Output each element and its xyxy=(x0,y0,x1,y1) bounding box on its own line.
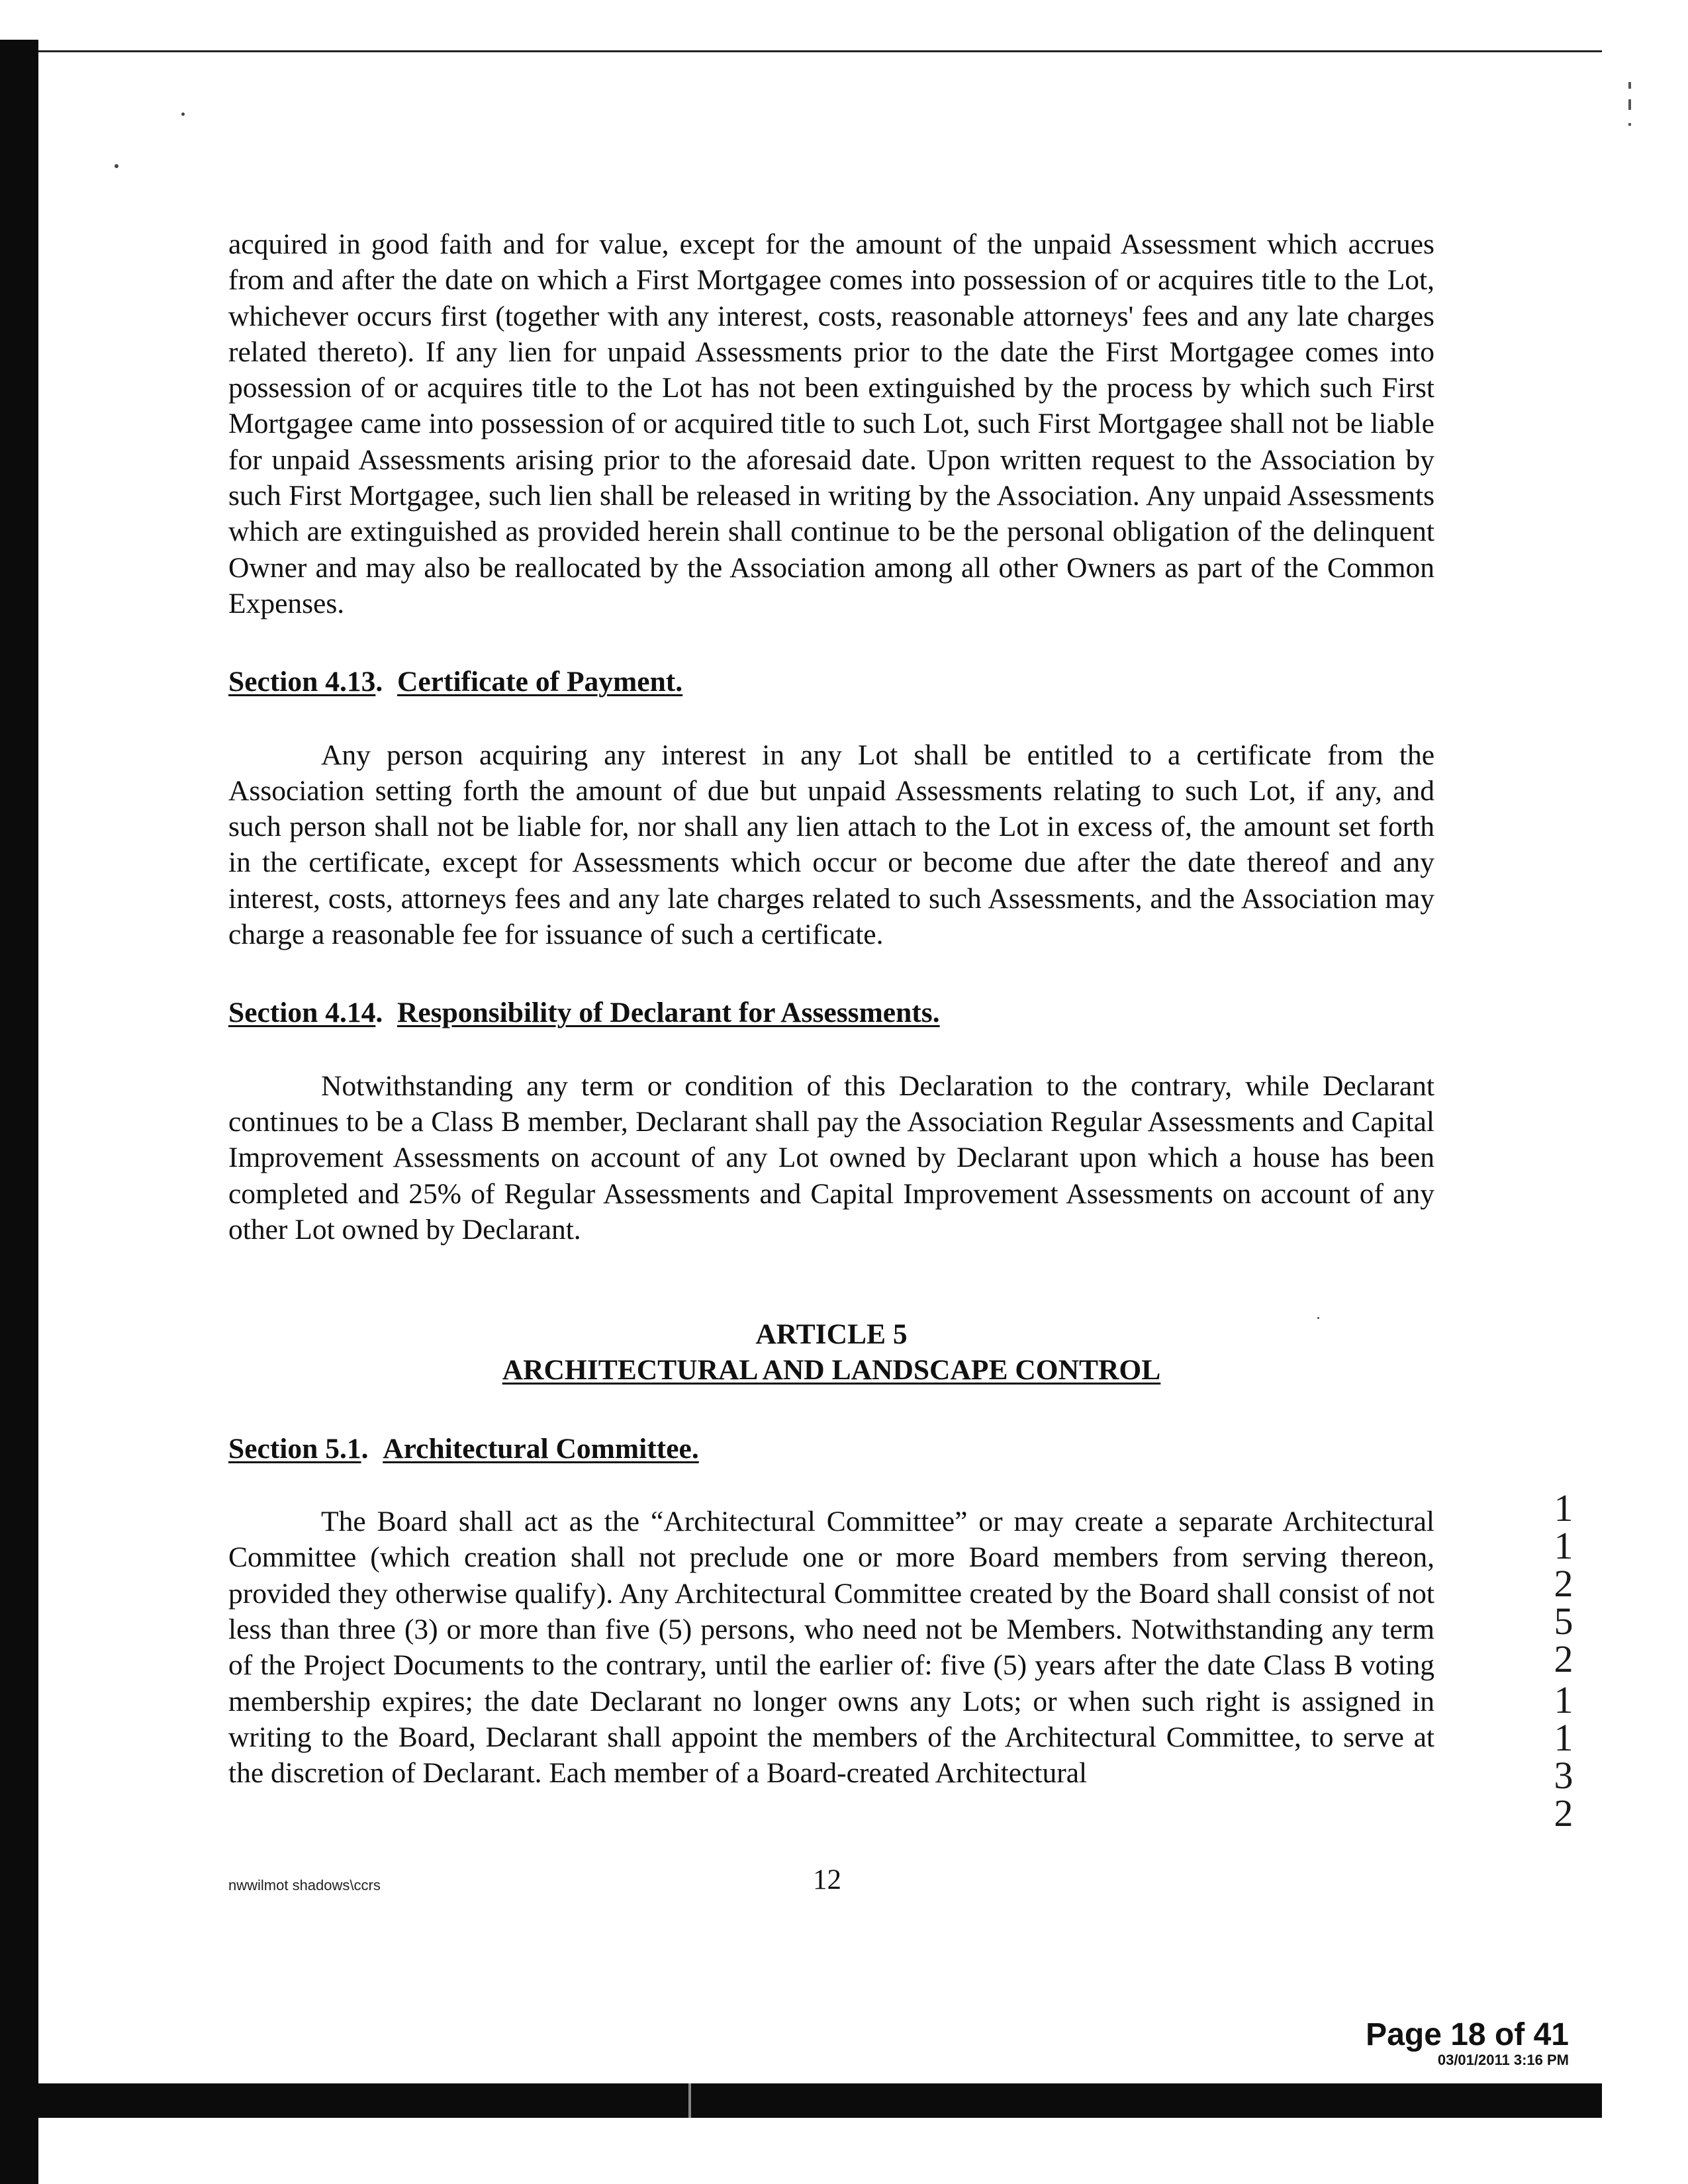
stamp-digit: 1 xyxy=(1554,1524,1573,1567)
section-title: Architectural Committee. xyxy=(383,1432,699,1465)
article-label: ARTICLE 5 xyxy=(755,1318,908,1351)
section-heading-5-1: Section 5.1. Architectural Committee. xyxy=(228,1432,699,1465)
stamp-digit: 2 xyxy=(1554,1792,1573,1835)
stamp-digit: 1 xyxy=(1554,1486,1573,1529)
section-heading-4-14: Section 4.14. Responsibility of Declarant for Assessments. xyxy=(228,997,940,1029)
recording-page-label: Page 18 of 41 xyxy=(1366,2017,1569,2052)
section-number: Section 4.14 xyxy=(228,997,376,1029)
article-heading xyxy=(228,1316,1434,1388)
scan-bottom-tick xyxy=(688,2083,691,2118)
stamp-digit: 5 xyxy=(1554,1600,1573,1643)
stamp-digit: 2 xyxy=(1554,1637,1573,1680)
stamp-digit: 2 xyxy=(1554,1562,1573,1605)
footer-file-path: nwwilmot shadows\ccrs xyxy=(228,1877,381,1893)
margin-stamp-group-1 xyxy=(1544,1486,1583,1680)
footer-page-number: 12 xyxy=(813,1864,841,1895)
scan-left-border xyxy=(0,40,38,2184)
section-title: Certificate of Payment. xyxy=(397,666,683,698)
stamp-digit: 3 xyxy=(1554,1754,1573,1797)
section-number: Section 5.1 xyxy=(228,1432,361,1465)
section-body-4-14: Notwithstanding any term or condition of this Declaration to the contrary, while Declarant continues to be a Class B member, Declarant shall pay the Association Regular Assessments and Capital Improvement Assessments on account of any Lot owned by Declarant upon which a house has been completed and 25% of Regular Assessments and Capital Improvement Assessments on account of any other Lot owned by Declarant. xyxy=(228,1069,1434,1246)
recording-timestamp: 03/01/2011 3:16 PM xyxy=(1437,2052,1569,2068)
section-heading-4-13: Section 4.13. Certificate of Payment. xyxy=(228,666,683,698)
scan-edge-mark xyxy=(1628,99,1631,110)
paragraph-continuation: acquired in good faith and for value, except for the amount of the unpaid Assessment which accrues from and after the date on which a First Mortgagee comes into possession of or acquires title to the Lot, whichever occurs first (together with any interest, costs, reasonable attorneys' fees and any late charges related thereto). If any lien for unpaid Assessments prior to the date the First Mortgagee comes into possession of or acquires title to the Lot has not been extinguished by the process by which such First Mortgagee came into possession of or acquired title to such Lot, such First Mortgagee shall not be liable for unpaid Assessments arising prior to the aforesaid date. Upon written request to the Association by such First Mortgagee, such lien shall be released in writing by the Association. Any unpaid Assessments which are extinguished as provided herein shall continue to be the personal obligation of the delinquent Owner and may also be reallocated by the Association among all other Owners as part of the Common Expenses. xyxy=(228,228,1434,619)
scan-edge-mark xyxy=(1628,82,1631,89)
section-number: Section 4.13 xyxy=(228,666,376,698)
scan-speck xyxy=(181,113,185,116)
section-body-5-1: The Board shall act as the “Architectural Committee” or may create a separate Architectural Committee (which creation shall not preclude one or more Board members from serving thereon, provided they otherwise qualify). Any Architectural Committee created by the Board shall consist of not less than three (3) or more than five (5) persons, who need not be Members. Notwithstanding any term of the Project Documents to the contrary, until the earlier of: five (5) years after the date Class B voting membership expires; the date Declarant no longer owns any Lots; or when such right is assigned in writing to the Board, Declarant shall appoint the members of the Architectural Committee, to serve at the discretion of Declarant. Each member of a Board-created Architectural xyxy=(228,1506,1434,1790)
scan-speck xyxy=(115,164,118,168)
article-title: ARCHITECTURAL AND LANDSCAPE CONTROL xyxy=(502,1354,1161,1387)
stamp-digit: 1 xyxy=(1554,1716,1573,1759)
scan-edge-mark xyxy=(1628,123,1631,126)
document-body xyxy=(228,226,1434,1791)
section-title: Responsibility of Declarant for Assessments. xyxy=(397,997,940,1029)
margin-stamp-group-2 xyxy=(1544,1678,1583,1835)
scan-top-rule xyxy=(38,50,1602,52)
scan-bottom-border xyxy=(38,2083,1602,2118)
stamp-digit: 1 xyxy=(1554,1678,1573,1721)
section-body-4-13: Any person acquiring any interest in any Lot shall be entitled to a certificate from the Association setting forth the amount of due but unpaid Assessments relating to such Lot, if any, and such person shall not be liable for, nor shall any lien attach to the Lot in excess of, the amount set forth in the certificate, except for Assessments which occur or become due after the date thereof and any interest, costs, attorneys fees and any late charges related to such Assessments, and the Association may charge a reasonable fee for issuance of such a certificate. xyxy=(228,739,1434,951)
